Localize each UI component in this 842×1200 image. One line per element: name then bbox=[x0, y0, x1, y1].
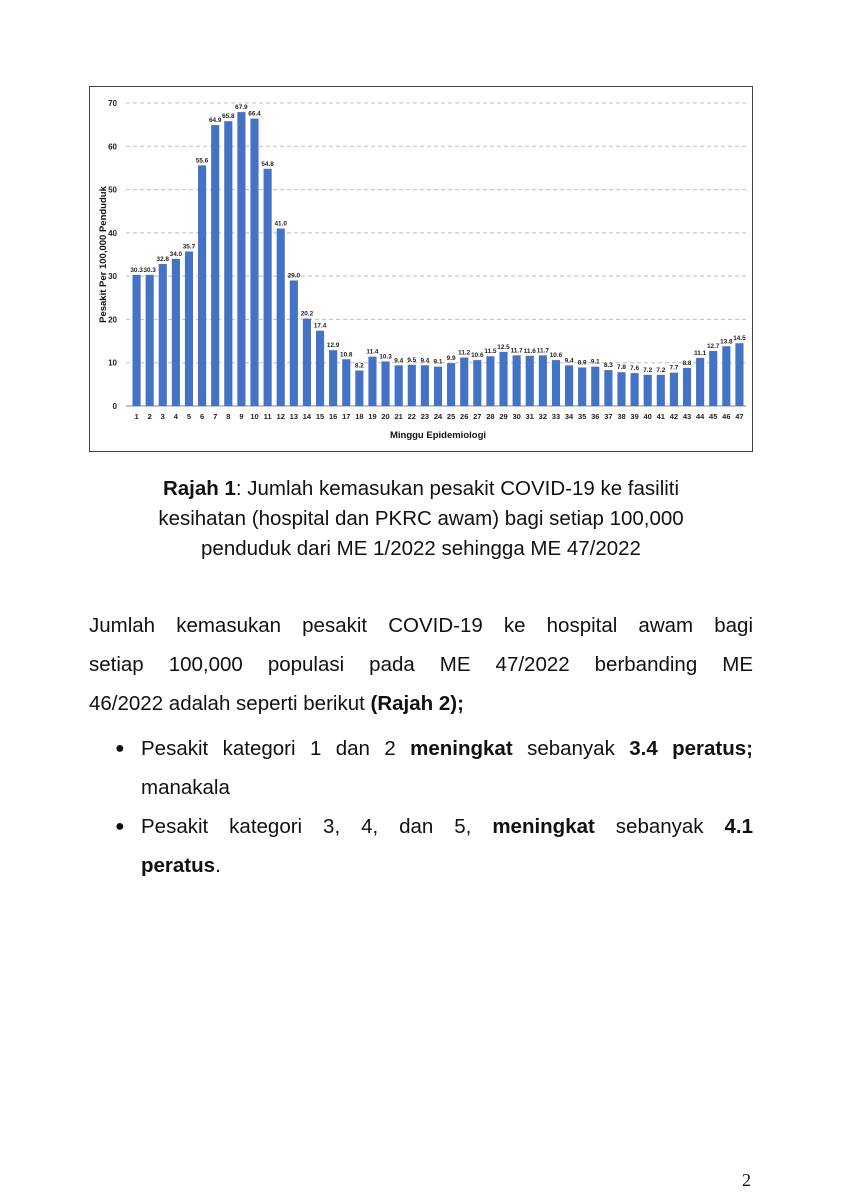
data-label: 9.4 bbox=[564, 357, 574, 365]
data-label: 67.9 bbox=[235, 104, 248, 112]
data-label: 10.3 bbox=[379, 353, 392, 361]
data-label: 30.3 bbox=[130, 266, 143, 274]
data-label: 12.5 bbox=[497, 343, 510, 351]
paragraph-line-1: Jumlah kemasukan pesakit COVID-19 ke hospital awam bagi bbox=[89, 614, 753, 637]
y-tick-label: 60 bbox=[108, 142, 117, 152]
bullet-1-bold-a: meningkat bbox=[410, 737, 513, 760]
x-tick-label: 37 bbox=[604, 412, 613, 421]
x-tick-label: 41 bbox=[656, 412, 665, 421]
y-tick-label: 30 bbox=[108, 272, 117, 282]
y-tick-label: 50 bbox=[108, 185, 117, 195]
bullet-1-line-1 bbox=[141, 729, 753, 768]
x-tick-label: 43 bbox=[682, 412, 692, 421]
chart-bar bbox=[277, 229, 285, 406]
chart-bar bbox=[355, 371, 363, 406]
chart-bar bbox=[631, 373, 639, 406]
x-tick-label: 45 bbox=[709, 412, 718, 421]
data-label: 11.5 bbox=[484, 348, 497, 356]
x-tick-label: 8 bbox=[226, 412, 231, 421]
chart-bar bbox=[421, 365, 429, 406]
data-label: 9.1 bbox=[433, 358, 443, 366]
chart-bar bbox=[303, 319, 311, 406]
chart-bar bbox=[526, 356, 534, 406]
y-tick-label: 20 bbox=[108, 315, 117, 325]
x-tick-label: 22 bbox=[407, 412, 416, 421]
chart-bar bbox=[735, 343, 743, 406]
chart-bar bbox=[604, 370, 612, 406]
chart-bar bbox=[644, 375, 652, 406]
chart-bar bbox=[473, 360, 481, 406]
chart-bar bbox=[696, 358, 704, 406]
data-label: 7.2 bbox=[643, 366, 653, 374]
x-tick-label: 15 bbox=[315, 412, 325, 421]
chart-bar bbox=[447, 363, 455, 406]
chart-bar bbox=[198, 165, 206, 406]
data-label: 65.8 bbox=[222, 113, 235, 121]
data-label: 14.5 bbox=[733, 335, 746, 343]
x-tick-label: 33 bbox=[551, 412, 561, 421]
chart-bar bbox=[316, 331, 324, 406]
x-tick-label: 44 bbox=[695, 412, 705, 421]
data-label: 9.1 bbox=[590, 358, 600, 366]
chart-bar bbox=[434, 367, 442, 406]
paragraph-line-3-text: 46/2022 adalah seperti berikut bbox=[89, 692, 371, 715]
y-tick-label: 40 bbox=[108, 228, 117, 238]
data-label: 11.7 bbox=[510, 347, 523, 355]
chart-figure bbox=[89, 86, 753, 452]
x-tick-label: 12 bbox=[276, 412, 285, 421]
chart-bar bbox=[211, 125, 219, 406]
data-label: 30.3 bbox=[143, 266, 156, 274]
data-label: 54.8 bbox=[261, 160, 274, 168]
x-tick-label: 26 bbox=[460, 412, 469, 421]
bar-chart bbox=[90, 87, 754, 453]
chart-bar bbox=[486, 356, 494, 406]
data-label: 11.4 bbox=[366, 348, 379, 356]
paragraph-line-3-bold: (Rajah 2); bbox=[370, 692, 464, 715]
data-label: 32.8 bbox=[156, 256, 169, 264]
data-label: 10.8 bbox=[340, 351, 353, 359]
chart-bar bbox=[408, 365, 416, 406]
x-tick-label: 6 bbox=[199, 412, 205, 421]
chart-bar bbox=[264, 169, 272, 406]
caption-line-3: penduduk dari ME 1/2022 sehingga ME 47/2022 bbox=[201, 537, 641, 560]
x-tick-label: 27 bbox=[473, 412, 482, 421]
x-tick-label: 14 bbox=[302, 412, 312, 421]
data-label: 10.6 bbox=[471, 352, 484, 360]
x-tick-label: 38 bbox=[617, 412, 626, 421]
chart-bar bbox=[460, 358, 468, 406]
data-label: 8.8 bbox=[682, 359, 692, 367]
x-tick-label: 47 bbox=[735, 412, 744, 421]
chart-bar bbox=[146, 275, 154, 406]
x-tick-label: 30 bbox=[512, 412, 521, 421]
caption-line-2: kesihatan (hospital dan PKRC awam) bagi setiap 100,000 bbox=[158, 507, 684, 530]
chart-bar bbox=[513, 355, 521, 406]
x-tick-label: 9 bbox=[239, 412, 244, 421]
bullet-item-2 bbox=[111, 807, 753, 885]
chart-bar bbox=[224, 121, 232, 406]
bullet-dot-icon: ● bbox=[115, 818, 125, 835]
bullet-dot-icon: ● bbox=[115, 740, 125, 757]
data-label: 12.7 bbox=[707, 343, 720, 351]
data-label: 41.0 bbox=[274, 220, 287, 228]
chart-bar bbox=[395, 365, 403, 406]
data-label: 7.7 bbox=[669, 364, 679, 372]
x-tick-label: 2 bbox=[147, 412, 152, 421]
bullet-2-bold-a: meningkat bbox=[492, 815, 595, 838]
chart-bar bbox=[185, 251, 193, 406]
data-label: 9.9 bbox=[446, 355, 456, 363]
data-label: 9.5 bbox=[407, 356, 417, 364]
data-label: 35.7 bbox=[182, 243, 196, 251]
caption-label: Rajah 1 bbox=[162, 477, 236, 500]
chart-bar bbox=[250, 119, 258, 406]
x-tick-label: 4 bbox=[173, 412, 178, 421]
chart-bar bbox=[290, 280, 298, 406]
x-tick-label: 29 bbox=[499, 412, 508, 421]
chart-bar bbox=[552, 360, 560, 406]
x-tick-label: 20 bbox=[381, 412, 390, 421]
y-axis-title: Pesakit Per 100,000 Penduduk bbox=[98, 186, 109, 323]
chart-bar bbox=[382, 361, 390, 406]
chart-bar bbox=[722, 346, 730, 406]
x-tick-label: 18 bbox=[355, 412, 364, 421]
chart-bar bbox=[670, 373, 678, 406]
data-label: 7.2 bbox=[656, 366, 666, 374]
bullet-2-text-a: Pesakit kategori 3, 4, dan 5, bbox=[141, 815, 493, 838]
chart-bar bbox=[565, 365, 573, 406]
figure-caption bbox=[100, 474, 742, 564]
x-tick-label: 40 bbox=[643, 412, 652, 421]
x-tick-label: 42 bbox=[669, 412, 679, 421]
data-label: 7.6 bbox=[630, 365, 640, 373]
bullet-list bbox=[111, 729, 753, 885]
x-tick-label: 23 bbox=[420, 412, 430, 421]
data-label: 55.6 bbox=[195, 157, 209, 165]
data-label: 11.1 bbox=[694, 349, 707, 357]
data-label: 66.4 bbox=[248, 110, 261, 118]
chart-bar bbox=[132, 275, 140, 406]
data-label: 34.0 bbox=[169, 250, 183, 258]
data-label: 10.6 bbox=[549, 352, 563, 360]
data-label: 11.2 bbox=[458, 349, 471, 357]
x-tick-label: 19 bbox=[368, 412, 377, 421]
chart-bar bbox=[709, 351, 717, 406]
bullet-2-line-2 bbox=[141, 846, 753, 885]
chart-bar bbox=[657, 375, 665, 406]
bullet-1-line-2: manakala bbox=[141, 776, 230, 799]
page-number: 2 bbox=[742, 1170, 751, 1190]
x-tick-label: 17 bbox=[342, 412, 351, 421]
data-label: 8.3 bbox=[603, 362, 613, 370]
bullet-2-line-1 bbox=[141, 807, 753, 846]
x-tick-label: 16 bbox=[328, 412, 338, 421]
y-tick-label: 70 bbox=[108, 99, 117, 108]
data-label: 8.2 bbox=[354, 362, 364, 370]
x-tick-label: 46 bbox=[722, 412, 731, 421]
bullet-1-bold-b: 3.4 peratus; bbox=[629, 737, 753, 760]
bullet-2-text-b: sebanyak bbox=[594, 815, 725, 838]
data-label: 12.9 bbox=[326, 342, 340, 350]
chart-bar bbox=[172, 259, 180, 406]
chart-bar bbox=[342, 359, 350, 406]
x-tick-label: 35 bbox=[577, 412, 587, 421]
x-tick-label: 1 bbox=[134, 412, 139, 421]
data-label: 29.0 bbox=[287, 272, 301, 280]
data-label: 13.8 bbox=[720, 338, 733, 346]
bullet-1-text-a: Pesakit kategori 1 dan 2 bbox=[141, 737, 411, 760]
chart-bar bbox=[683, 368, 691, 406]
x-tick-label: 11 bbox=[263, 412, 272, 421]
chart-bar bbox=[159, 264, 167, 406]
chart-bar bbox=[539, 355, 547, 406]
x-tick-label: 13 bbox=[289, 412, 299, 421]
chart-bar bbox=[329, 350, 337, 406]
chart-bar bbox=[591, 367, 599, 406]
x-tick-label: 7 bbox=[213, 412, 218, 421]
chart-bar bbox=[617, 372, 625, 406]
data-label: 20.2 bbox=[300, 310, 314, 318]
caption-line-1: : Jumlah kemasukan pesakit COVID-19 ke fasiliti bbox=[235, 477, 680, 500]
data-label: 9.4 bbox=[394, 357, 404, 365]
body-paragraph bbox=[89, 606, 753, 723]
bullet-2-bold-b: 4.1 bbox=[724, 815, 753, 838]
chart-bar bbox=[368, 357, 376, 406]
paragraph-line-3 bbox=[89, 684, 753, 723]
bullet-2-bold-c: peratus bbox=[141, 854, 216, 877]
data-label: 17.4 bbox=[313, 322, 327, 330]
data-label: 9.4 bbox=[420, 357, 430, 365]
chart-bar bbox=[578, 367, 586, 406]
data-label: 11.7 bbox=[536, 347, 549, 355]
data-label: 64.9 bbox=[208, 117, 222, 125]
x-tick-label: 21 bbox=[394, 412, 403, 421]
x-tick-label: 10 bbox=[250, 412, 259, 421]
x-tick-label: 3 bbox=[160, 412, 165, 421]
chart-bar bbox=[499, 352, 507, 406]
bullet-1-text-b: sebanyak bbox=[512, 737, 630, 760]
bullet-2-text-end: . bbox=[215, 854, 221, 877]
data-label: 8.9 bbox=[577, 359, 587, 367]
bullet-item-1 bbox=[111, 729, 753, 807]
x-tick-label: 28 bbox=[486, 412, 495, 421]
x-tick-label: 25 bbox=[446, 412, 456, 421]
y-tick-label: 0 bbox=[112, 402, 117, 411]
y-tick-label: 10 bbox=[108, 358, 117, 368]
paragraph-line-2: setiap 100,000 populasi pada ME 47/2022 berbanding ME bbox=[89, 653, 753, 676]
data-label: 7.8 bbox=[617, 364, 626, 372]
data-label: 11.6 bbox=[523, 347, 536, 355]
chart-bar bbox=[237, 112, 245, 406]
x-axis-title: Minggu Epidemiologi bbox=[389, 430, 487, 441]
x-tick-label: 31 bbox=[525, 412, 534, 421]
x-tick-label: 5 bbox=[186, 412, 192, 421]
x-tick-label: 24 bbox=[433, 412, 443, 421]
x-tick-label: 36 bbox=[591, 412, 600, 421]
x-tick-label: 34 bbox=[564, 412, 574, 421]
x-tick-label: 39 bbox=[630, 412, 639, 421]
x-tick-label: 32 bbox=[538, 412, 548, 421]
